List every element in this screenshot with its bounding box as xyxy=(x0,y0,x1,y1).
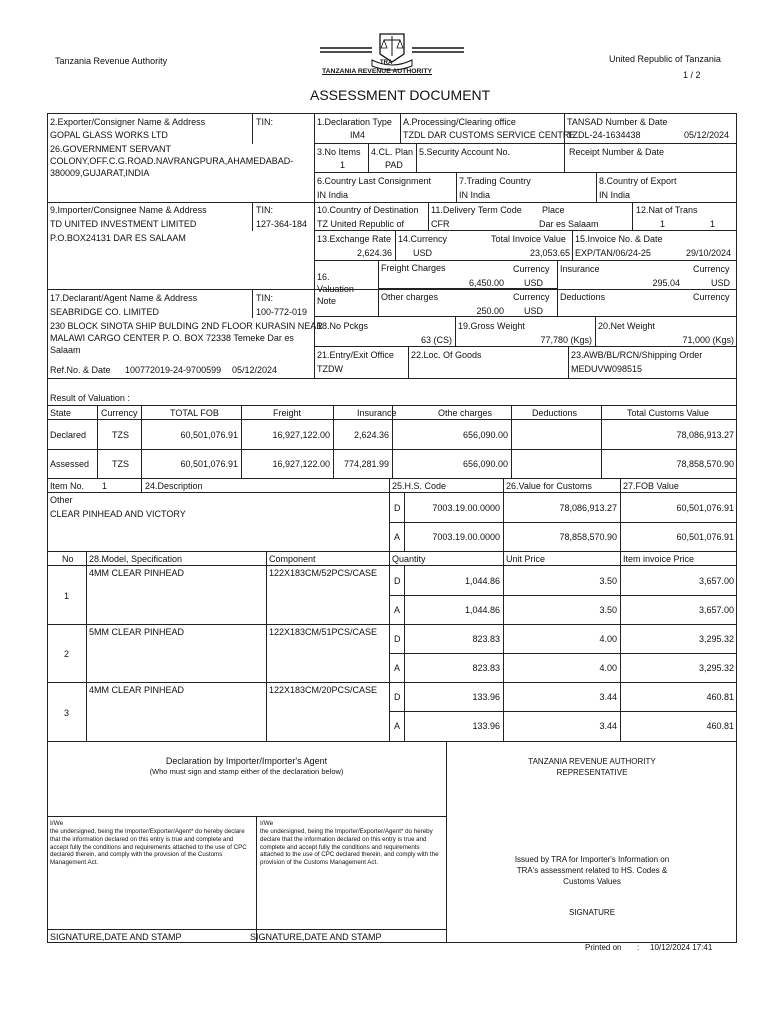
cl-plan-label: 4.CL. Plan xyxy=(371,147,414,157)
result-row-currency: TZS xyxy=(112,430,129,440)
awb-value: MEDUVW098515 xyxy=(571,364,643,374)
nat-trans-value-1: 1 xyxy=(660,219,666,229)
freight-currency: USD xyxy=(524,278,544,288)
line-unit-price-declared: 3.50 xyxy=(599,576,617,586)
line-item-price-assessed: 3,657.00 xyxy=(698,605,734,615)
line-model: 5MM CLEAR PINHEAD xyxy=(89,627,185,637)
hs-code-label: 25.H.S. Code xyxy=(392,481,447,491)
importer-tin-label: TIN: xyxy=(256,205,273,215)
lines-header-model: 28.Model, Specification xyxy=(89,554,183,564)
place-label: Place xyxy=(542,205,565,215)
result-header-deductions: Deductions xyxy=(532,408,578,418)
freight-value: 6,450.00 xyxy=(468,278,504,288)
lines-header-no: No xyxy=(62,554,74,564)
customs-value-label: 26.Value for Customs xyxy=(506,481,592,491)
result-label: Result of Valuation : xyxy=(50,393,130,403)
result-row-fob: 60,501,076.91 xyxy=(180,430,238,440)
awb-label: 23.AWB/BL/RCN/Shipping Order xyxy=(571,350,703,360)
declaration-iwe-2: I/We xyxy=(260,820,274,827)
country-last-value: IN India xyxy=(317,190,349,200)
tra-signature: SIGNATURE xyxy=(568,908,616,917)
result-row-freight: 16,927,122.00 xyxy=(272,459,330,469)
destination-value: TZ United Republic of xyxy=(317,219,405,229)
line-item-price-assessed: 3,295.32 xyxy=(698,663,734,673)
tra-rep-title-2: REPRESENTATIVE xyxy=(556,768,628,777)
printed-label: Printed on xyxy=(585,943,622,952)
packages-label: 18.No Pckgs xyxy=(317,321,369,331)
trading-country-label: 7.Trading Country xyxy=(459,176,531,186)
gross-weight-label: 19.Gross Weight xyxy=(458,321,525,331)
result-header-fob: TOTAL FOB xyxy=(170,408,219,418)
security-label: 5.Security Account No. xyxy=(419,147,511,157)
items-no-value: 1 xyxy=(340,160,346,170)
exporter-tin-label: TIN: xyxy=(256,117,273,127)
result-header-state: State xyxy=(50,408,72,418)
line-d-marker: D xyxy=(394,634,401,644)
valuation-label-1: 16. xyxy=(317,272,330,282)
loc-goods-label: 22.Loc. Of Goods xyxy=(411,350,482,360)
result-header-freight: Freight xyxy=(273,408,302,418)
printed-sep: : xyxy=(637,943,640,952)
ref-date: 05/12/2024 xyxy=(232,365,278,375)
line-unit-price-declared: 3.44 xyxy=(599,692,617,702)
other-currency-label: Currency xyxy=(513,292,550,302)
declaration-text-2: the undersigned, being the Importer/Exporter/Agent* do hereby declare that the information declared on this entry is true and complete and accept fully the conditions and requirements attached to the use of CPC declared therein, and comply with the provision of the Customs Management Act. xyxy=(260,828,439,866)
declaration-text-1: the undersigned, being the Importer/Exporter/Agent* do hereby declare that the information declared on this entry is true and complete and accept fully the conditions and requirements attached to the use of CPC declared therein, and comply with the provision of the Customs Management Act. xyxy=(50,828,247,866)
line-item-price-declared: 3,657.00 xyxy=(698,576,734,586)
line-model: 4MM CLEAR PINHEAD xyxy=(89,685,185,695)
deductions-currency-label: Currency xyxy=(693,292,730,302)
trading-country-value: IN India xyxy=(459,190,491,200)
declaration-subtitle: (Who must sign and stamp either of the declaration below) xyxy=(149,767,344,776)
tansad-label: TANSAD Number & Date xyxy=(567,117,668,127)
importer-address: P.O.BOX24131 DAR ES SALAAM xyxy=(50,233,186,243)
fob-value-declared: 60,501,076.91 xyxy=(676,503,734,513)
insurance-value: 295.04 xyxy=(652,278,680,288)
nat-trans-label: 12.Nat of Trans xyxy=(636,205,698,215)
line-a-marker: A xyxy=(394,663,401,673)
declaration-iwe-1: I/We xyxy=(50,820,64,827)
result-row-total: 78,858,570.90 xyxy=(676,459,734,469)
lines-header-quantity: Quantity xyxy=(392,554,426,564)
country-last-label: 6.Country Last Consignment xyxy=(317,176,432,186)
freight-label: Freight Charges xyxy=(381,263,446,273)
tra-logo xyxy=(318,26,466,76)
lines-header-item-price: Item invoice Price xyxy=(623,554,695,564)
hs-code-declared: 7003.19.00.0000 xyxy=(432,503,500,513)
exporter-name: GOPAL GLASS WORKS LTD xyxy=(50,130,168,140)
net-weight-label: 20.Net Weight xyxy=(598,321,655,331)
hs-code-assessed: 7003.19.00.0000 xyxy=(432,532,500,542)
line-component: 122X183CM/20PCS/CASE xyxy=(269,685,378,695)
tra-issued-1: Issued by TRA for Importer's Information on xyxy=(514,855,670,864)
packages-value: 63 (CS) xyxy=(420,335,452,345)
line-a-marker: A xyxy=(394,605,401,615)
result-row-total: 78,086,913.27 xyxy=(676,430,734,440)
line-item-price-declared: 460.81 xyxy=(706,692,734,702)
other-currency: USD xyxy=(524,306,544,316)
item-no-label: Item No. xyxy=(50,481,85,491)
line-unit-price-declared: 4.00 xyxy=(599,634,617,644)
importer-name: TD UNITED INVESTMENT LIMITED xyxy=(50,219,197,229)
insurance-currency: USD xyxy=(711,278,731,288)
invoice-number: EXP/TAN/06/24-25 xyxy=(575,248,651,258)
page-title: ASSESSMENT DOCUMENT xyxy=(310,87,491,103)
result-row-insurance: 2,624.36 xyxy=(353,430,389,440)
line-unit-price-assessed: 4.00 xyxy=(599,663,617,673)
tra-rep-title-1: TANZANIA REVENUE AUTHORITY xyxy=(528,757,656,766)
items-no-label: 3.No Items xyxy=(317,147,361,157)
destination-label: 10.Country of Destination xyxy=(317,205,419,215)
tra-issued-3: Customs Values xyxy=(563,877,621,886)
place-value: Dar es Salaam xyxy=(539,219,599,229)
declarant-name: SEABRIDGE CO. LIMITED xyxy=(50,307,160,317)
invoice-label: 15.Invoice No. & Date xyxy=(575,234,663,244)
valuation-label-2: Valuation xyxy=(317,284,354,294)
fob-value-label: 27.FOB Value xyxy=(623,481,679,491)
currency-label: 14.Currency xyxy=(398,234,448,244)
other-charges-value: 250.00 xyxy=(476,306,504,316)
processing-value: TZDL DAR CUSTOMS SERVICE CENTRE xyxy=(403,130,576,140)
gross-weight-value: 77,780 (Kgs) xyxy=(540,335,592,345)
exchange-value: 2,624.36 xyxy=(356,248,392,258)
line-quantity-assessed: 1,044.86 xyxy=(464,605,500,615)
signature-line-1: SIGNATURE,DATE AND STAMP xyxy=(50,932,182,942)
exporter-address-3: 380009,GUJARAT,INDIA xyxy=(50,168,150,178)
entry-office-label: 21.Entry/Exit Office xyxy=(317,350,394,360)
result-header-insurance: Insurance xyxy=(357,408,397,418)
delivery-label: 11.Delivery Term Code xyxy=(431,205,522,215)
lines-header-component: Component xyxy=(269,554,316,564)
header-right: United Republic of Tanzania xyxy=(609,54,721,64)
result-header-other: Othe charges xyxy=(438,408,493,418)
declarant-address-2: MALAWI CARGO CENTER P. O. BOX 72338 Temeke Dar es xyxy=(50,333,294,343)
line-component: 122X183CM/52PCS/CASE xyxy=(269,568,378,578)
exchange-label: 13.Exchange Rate xyxy=(317,234,392,244)
freight-currency-label: Currency xyxy=(513,264,550,274)
line-item-price-declared: 3,295.32 xyxy=(698,634,734,644)
item-d-marker: D xyxy=(394,503,401,513)
result-row-freight: 16,927,122.00 xyxy=(272,430,330,440)
processing-label: A.Processing/Clearing office xyxy=(403,117,516,127)
country-export-label: 8.Country of Export xyxy=(599,176,677,186)
tansad-date: 05/12/2024 xyxy=(684,130,730,140)
line-d-marker: D xyxy=(394,576,401,586)
line-unit-price-assessed: 3.50 xyxy=(599,605,617,615)
customs-value-declared: 78,086,913.27 xyxy=(559,503,617,513)
entry-office-value: TZDW xyxy=(317,364,343,374)
importer-label: 9.Importer/Consignee Name & Address xyxy=(50,205,207,215)
result-row-insurance: 774,281.99 xyxy=(343,459,389,469)
line-no: 2 xyxy=(64,649,70,659)
lines-header-unit-price: Unit Price xyxy=(506,554,546,564)
printed-date: 10/12/2024 17:41 xyxy=(650,943,713,952)
total-invoice-label: Total Invoice Value xyxy=(491,234,566,244)
declaration-type-value: IM4 xyxy=(350,130,366,140)
header-left: Tanzania Revenue Authority xyxy=(55,56,168,66)
exporter-label: 2.Exporter/Consigner Name & Address xyxy=(50,117,206,127)
signature-line-2: SIGNATURE,DATE AND STAMP xyxy=(250,932,382,942)
cl-plan-value: PAD xyxy=(385,160,403,170)
declarant-tin-label: TIN: xyxy=(256,293,273,303)
tra-issued-2: TRA's assessment related to HS. Codes & xyxy=(516,866,668,875)
customs-value-assessed: 78,858,570.90 xyxy=(559,532,617,542)
insurance-currency-label: Currency xyxy=(693,264,730,274)
line-quantity-declared: 133.96 xyxy=(472,692,500,702)
line-no: 3 xyxy=(64,708,70,718)
logo-badge: TRA xyxy=(380,60,393,66)
declarant-label: 17.Declarant/Agent Name & Address xyxy=(50,293,198,303)
declarant-address-1: 230 BLOCK SINOTA SHIP BULDING 2ND FLOOR KURASIN NEAR xyxy=(50,321,323,331)
line-item-price-assessed: 460.81 xyxy=(706,721,734,731)
line-quantity-declared: 823.83 xyxy=(472,634,500,644)
line-quantity-assessed: 133.96 xyxy=(472,721,500,731)
importer-tin: 127-364-184 xyxy=(256,219,308,229)
logo-text: TANZANIA REVENUE AUTHORITY xyxy=(322,68,433,75)
result-row-fob: 60,501,076.91 xyxy=(180,459,238,469)
line-model: 4MM CLEAR PINHEAD xyxy=(89,568,185,578)
line-component: 122X183CM/51PCS/CASE xyxy=(269,627,378,637)
line-unit-price-assessed: 3.44 xyxy=(599,721,617,731)
result-row-currency: TZS xyxy=(112,459,129,469)
declaration-type-label: 1.Declaration Type xyxy=(317,117,392,127)
delivery-value: CFR xyxy=(431,219,450,229)
line-quantity-declared: 1,044.86 xyxy=(464,576,500,586)
deductions-label: Deductions xyxy=(560,292,606,302)
currency-value: USD xyxy=(413,248,433,258)
declaration-title: Declaration by Importer/Importer's Agent xyxy=(165,756,328,766)
declarant-address-3: Salaam xyxy=(50,345,81,355)
declarant-tin: 100-772-019 xyxy=(256,307,308,317)
invoice-date: 29/10/2024 xyxy=(686,248,732,258)
insurance-label: Insurance xyxy=(560,264,600,274)
page-number: 1 / 2 xyxy=(683,70,701,80)
country-export-value: IN India xyxy=(599,190,631,200)
valuation-label-3: Note xyxy=(317,296,337,306)
result-row-state: Declared xyxy=(50,430,87,440)
net-weight-value: 71,000 (Kgs) xyxy=(682,335,734,345)
result-row-state: Assessed xyxy=(50,459,90,469)
item-no: 1 xyxy=(102,481,108,491)
exporter-address-2: COLONY,OFF.C.G.ROAD.NAVRANGPURA,AHAMEDABAD- xyxy=(50,156,294,166)
description-label: 24.Description xyxy=(145,481,203,491)
receipt-label: Receipt Number & Date xyxy=(569,147,665,157)
total-invoice-value: 23,053.65 xyxy=(529,248,570,258)
fob-value-assessed: 60,501,076.91 xyxy=(676,532,734,542)
line-a-marker: A xyxy=(394,721,401,731)
result-row-other: 656,090.00 xyxy=(462,459,508,469)
nat-trans-value-2: 1 xyxy=(710,219,716,229)
other-label: Other xyxy=(50,495,73,505)
item-a-marker: A xyxy=(394,532,401,542)
result-header-total: Total Customs Value xyxy=(627,408,709,418)
result-row-other: 656,090.00 xyxy=(462,430,508,440)
other-charges-label: Other charges xyxy=(381,292,439,302)
line-d-marker: D xyxy=(394,692,401,702)
ref-label: Ref.No. & Date xyxy=(50,365,111,375)
exporter-address-1: 26.GOVERNMENT SERVANT xyxy=(50,144,172,154)
result-header-currency: Currency xyxy=(101,408,138,418)
line-no: 1 xyxy=(64,591,70,601)
tansad-number: TZDL-24-1634438 xyxy=(567,130,641,140)
ref-number: 100772019-24-9700599 xyxy=(125,365,222,375)
line-quantity-assessed: 823.83 xyxy=(472,663,500,673)
item-description: CLEAR PINHEAD AND VICTORY xyxy=(50,509,186,519)
